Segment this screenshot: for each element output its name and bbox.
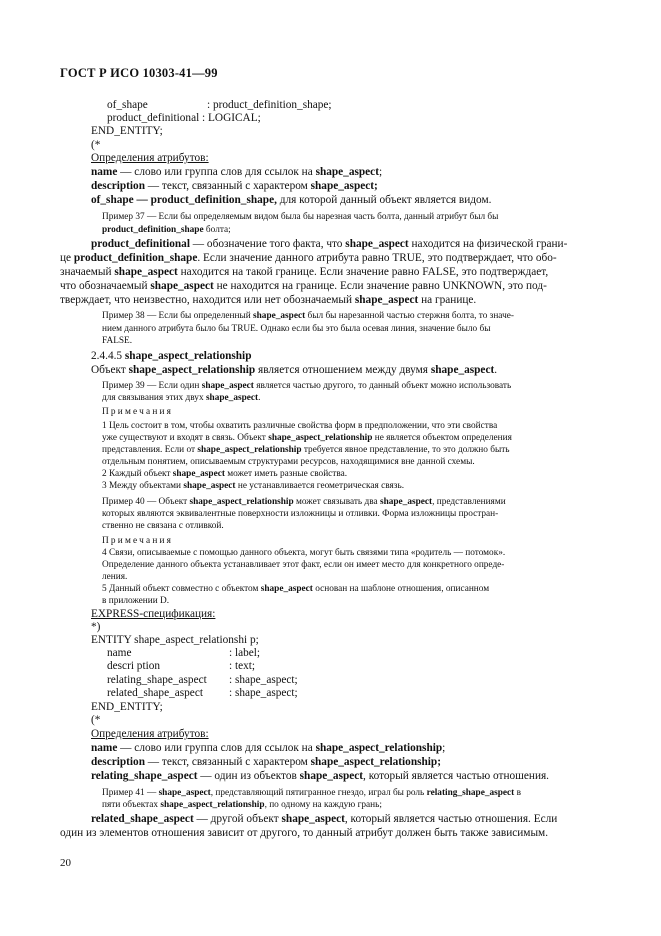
attr-definition: description — текст, связанный с характером shape_aspect; bbox=[91, 180, 378, 192]
paragraph-line: что обозначаемый shape_aspect не находится на границе. Если значение равно UNKNOWN, это под- bbox=[60, 280, 547, 292]
note-text: 5 Данный объект совместно с объектом shape_aspect основан на шаблоне отношения, описанном bbox=[102, 584, 490, 594]
example-text: Пример 40 — Объект shape_aspect_relationship может связывать два shape_aspect, представлениями bbox=[102, 497, 506, 507]
attr-definition: description — текст, связанный с характером shape_aspect_relationship; bbox=[91, 756, 441, 768]
section-heading: 2.4.4.5 shape_aspect_relationship bbox=[91, 350, 252, 362]
code-line: *) bbox=[91, 621, 101, 633]
note-text: представления. Если от shape_aspect_relationship требуется явное представление, то это должно быть bbox=[102, 445, 510, 455]
notes-heading: Примечания bbox=[102, 536, 174, 546]
code-line: of_shape bbox=[107, 99, 148, 111]
express-heading: EXPRESS-спецификация: bbox=[91, 608, 216, 620]
note-text: отдельным понятием, описываемым структурами ресурсов, находящимися вне данной схемы. bbox=[102, 457, 475, 467]
note-text: Определение данного объекта устанавливает этот факт, если он имеет место для конкретного опреде- bbox=[102, 560, 505, 570]
page-number: 20 bbox=[60, 857, 71, 869]
code-line: : shape_aspect; bbox=[229, 674, 298, 686]
paragraph-line: тверждает, что неизвестно, находится или нет обозначаемый shape_aspect на границе. bbox=[60, 294, 477, 306]
attributes-heading: Определения атрибутов: bbox=[91, 152, 209, 164]
attr-definition: relating_shape_aspect — один из объектов shape_aspect, который является частью отношения. bbox=[91, 770, 550, 782]
page-header: ГОСТ Р ИСО 10303-41—99 bbox=[60, 66, 218, 80]
note-text: ления. bbox=[102, 572, 128, 582]
code-line: : product_definition_shape; bbox=[207, 99, 332, 111]
code-line: (* bbox=[91, 139, 101, 151]
example-text: для связывания этих двух shape_aspect. bbox=[102, 393, 261, 403]
example-text: FALSE. bbox=[102, 336, 133, 346]
code-line: : label; bbox=[229, 647, 261, 659]
paragraph-line: related_shape_aspect — другой объект shape_aspect, который является частью отношения. Если bbox=[91, 813, 558, 825]
note-text: 1 Цель состоит в том, чтобы охватить различные свойства форм в предположении, что эти свойства bbox=[102, 421, 498, 431]
attr-definition: of_shape — product_definition_shape, для которой данный объект является видом. bbox=[91, 194, 492, 206]
example-text: пяти объектах shape_aspect_relationship, по одному на каждую грань; bbox=[102, 800, 382, 810]
note-text: в приложении D. bbox=[102, 596, 170, 606]
paragraph-line: значаемый shape_aspect находится на такой границе. Если значение равно FALSE, это подтверждает, bbox=[60, 266, 549, 278]
paragraph-line: один из элементов отношения зависит от другого, то данный атрибут должен быть также зависимым. bbox=[60, 827, 549, 839]
notes-heading: Примечания bbox=[102, 407, 174, 417]
example-text: product_definition_shape болта; bbox=[102, 225, 231, 235]
code-line: name bbox=[107, 647, 132, 659]
example-text: Пример 39 — Если один shape_aspect является частью другого, то данный объект можно использовать bbox=[102, 381, 512, 391]
example-text: Пример 37 — Если бы определяемым видом была бы нарезная часть болта, данный атрибут был бы bbox=[102, 212, 499, 222]
note-text: 4 Связи, описываемые с помощью данного объекта, могут быть связями типа «родитель — потомок». bbox=[102, 548, 506, 558]
code-line: descri ption bbox=[107, 660, 161, 672]
code-line: END_ENTITY; bbox=[91, 125, 163, 137]
example-text: Пример 41 — shape_aspect, представляющий пятигранное гнездо, играл бы роль relating_shape_aspect в bbox=[102, 788, 521, 798]
attr-definition: name — слово или группа слов для ссылок на shape_aspect; bbox=[91, 166, 383, 178]
example-text: нием данного атрибута было бы TRUE. Однако если бы это была осевая линия, значение было бы bbox=[102, 324, 491, 334]
code-line: relating_shape_aspect bbox=[107, 674, 207, 686]
paragraph-line: це product_definition_shape. Если значение данного атрибута равно TRUE, это подтверждает, что обо- bbox=[60, 252, 557, 264]
code-line: ENTITY shape_aspect_relationshi p; bbox=[91, 634, 259, 646]
example-text: Пример 38 — Если бы определенный shape_aspect был бы нарезанной частью стержня болта, то значе- bbox=[102, 311, 514, 321]
note-text: уже существуют и входят в связь. Объект shape_aspect_relationship не является объектом определения bbox=[102, 433, 512, 443]
code-line: product_definitional : LOGICAL; bbox=[107, 112, 261, 124]
paragraph-line: Объект shape_aspect_relationship является отношением между двумя shape_aspect. bbox=[91, 364, 498, 376]
attributes-heading: Определения атрибутов: bbox=[91, 728, 209, 740]
code-line: : shape_aspect; bbox=[229, 687, 298, 699]
note-text: 3 Между объектами shape_aspect не устанавливается геометрическая связь. bbox=[102, 481, 405, 491]
example-text: ственно не связана с отливкой. bbox=[102, 521, 224, 531]
paragraph-line: product_definitional — обозначение того факта, что shape_aspect находится на физической грани- bbox=[91, 238, 568, 250]
code-line: (* bbox=[91, 714, 101, 726]
attr-definition: name — слово или группа слов для ссылок на shape_aspect_relationship; bbox=[91, 742, 446, 754]
code-line: END_ENTITY; bbox=[91, 701, 163, 713]
note-text: 2 Каждый объект shape_aspect может иметь разные свойства. bbox=[102, 469, 348, 479]
example-text: которых являются эквивалентные поверхности изложницы и отливки. Форма изложницы простран- bbox=[102, 509, 499, 519]
code-line: : text; bbox=[229, 660, 256, 672]
code-line: related_shape_aspect bbox=[107, 687, 203, 699]
